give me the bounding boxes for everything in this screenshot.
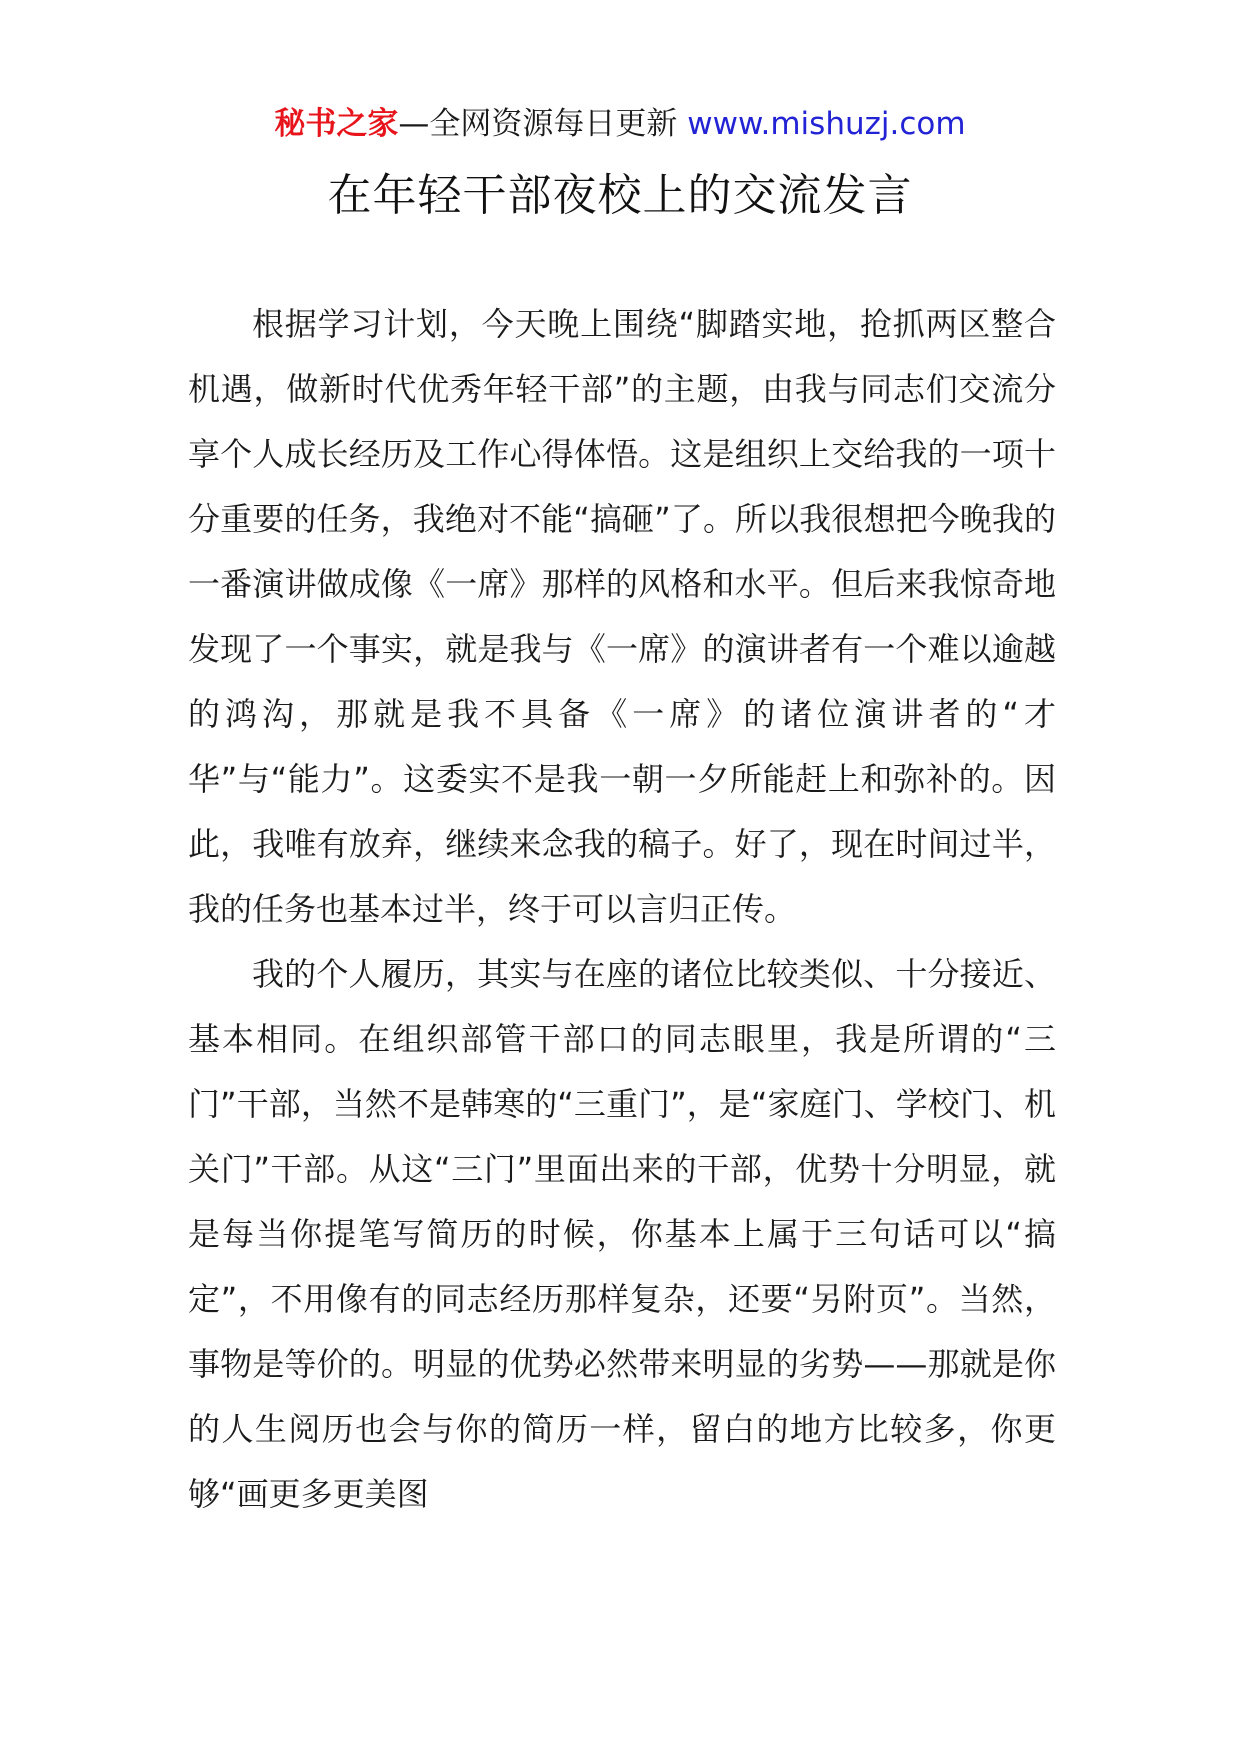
paragraph-1: 根据学习计划，今天晚上围绕“脚踏实地，抢抓两区整合机遇，做新时代优秀年轻干部”的主题，由我与同志们交流分享个人成长经历及工作心得体悟。这是组织上交给我的一项十分重要的任务，我绝对不能“搞砸”了。所以我很想把今晚我的一番演讲做成像《一席》那样的风格和水平。但后来我惊奇地发现了一个事实，就是我与《一席》的演讲者有一个难以逾越的鸿沟，那就是我不具备《一席》的诸位演讲者的“才华”与“能力”。这委实不是我一朝一夕所能赶上和弥补的。因此，我唯有放弃，继续来念我的稿子。好了，现在时间过半，我的任务也基本过半，终于可以言归正传。 bbox=[188, 305, 1056, 928]
document-title: 在年轻干部夜校上的交流发言 bbox=[327, 170, 913, 221]
site-banner bbox=[0, 100, 1240, 148]
banner-slogan: —全网资源每日更新 bbox=[398, 106, 688, 142]
site-url-link[interactable]: www.mishuzj.com bbox=[687, 106, 966, 142]
paragraph-2: 我的个人履历，其实与在座的诸位比较类似、十分接近、基本相同。在组织部管干部口的同志眼里，我是所谓的“三门”干部，当然不是韩寒的“三重门”，是“家庭门、学校门、机关门”干部。从这“三门”里面出来的干部，优势十分明显，就是每当你提笔写简历的时候，你基本上属于三句话可以“搞定”，不用像有的同志经历那样复杂，还要“另附页”。当然，事物是等价的。明显的优势必然带来明显的劣势——那就是你的人生阅历也会与你的简历一样，留白的地方比较多，你更够“画更多更美图 bbox=[188, 955, 1056, 1513]
brand-name: 秘书之家 bbox=[274, 106, 399, 142]
document-body bbox=[188, 292, 1056, 1527]
